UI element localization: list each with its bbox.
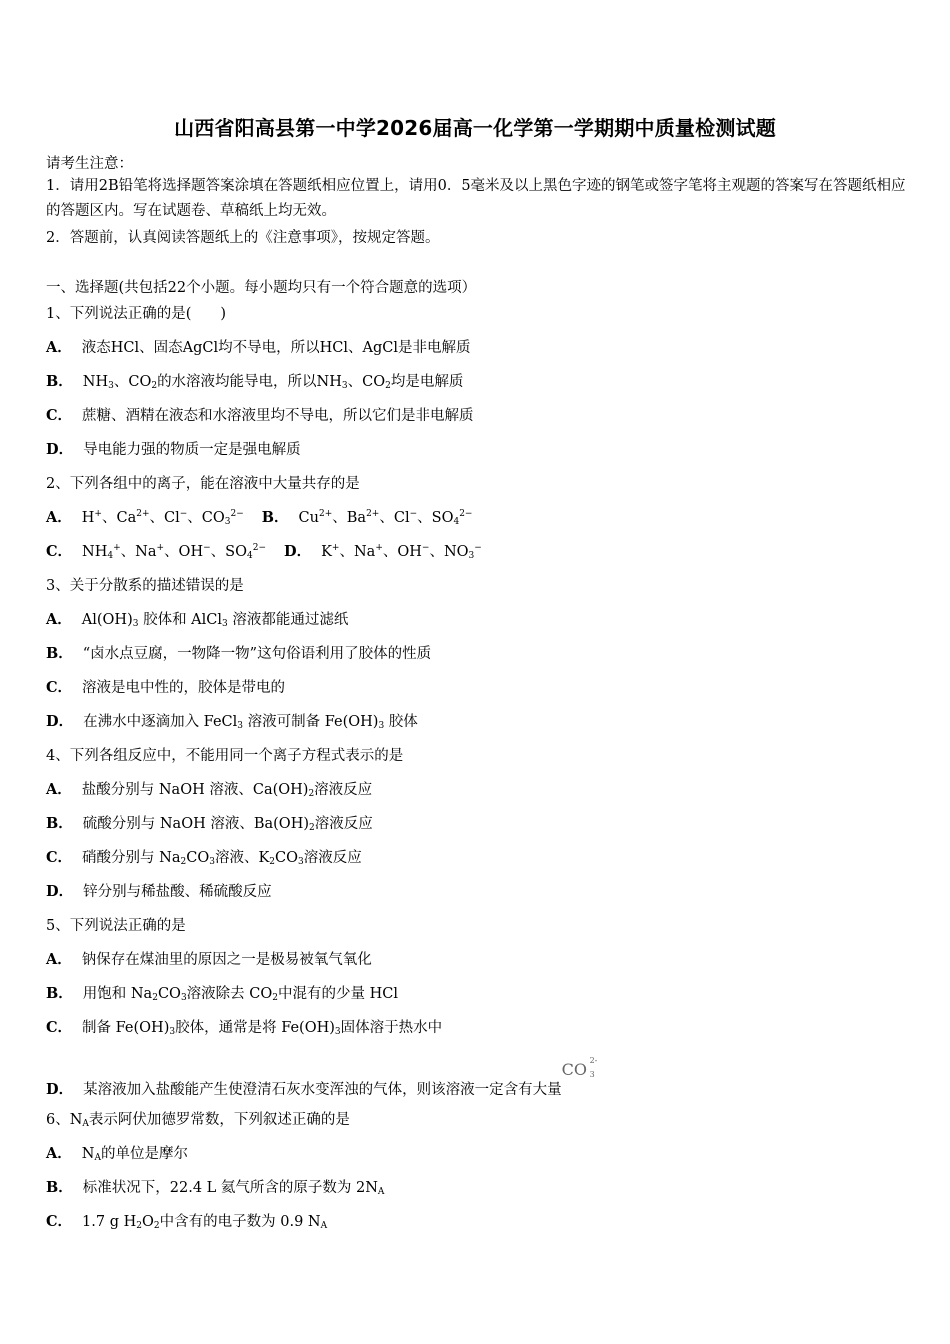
option-text: 液态HCl、固态AgCl均不导电，所以HCl、AgCl是非电解质 xyxy=(81,340,471,356)
notice-item-1: 1．请用2B铅笔将选择题答案涂填在答题纸相应位置上，请用0．5毫米及以上黑色字迹的钢笔或签字笔将主观题的答案写在答题纸相应的答题区内。写在试题卷、草稿纸上均无效。 xyxy=(46,178,906,219)
question-3-option-b: B． “卤水点豆腐，一物降一物”这句俗语利用了胶体的性质 xyxy=(46,645,432,662)
question-4-option-b: B． 硫酸分别与 NaOH 溶液、$Ba(OH)_2$溶液反应 xyxy=(46,815,373,833)
question-6-stem: 6、$N_A$表示阿伏加德罗常数，下列叙述正确的是 xyxy=(46,1112,350,1129)
question-5-option-d: D． 某溶液加入盐酸能产生使澄清石灰水变浑浊的气体，则该溶液一定含有大量 CO 2- 3 xyxy=(46,1060,602,1099)
question-4-option-c: C． 硝酸分别与 $Na_2CO_3$溶液、$K_2CO_3$溶液反应 xyxy=(46,849,362,867)
question-1-stem: 1、下列说法正确的是( ) xyxy=(46,306,227,322)
notice-heading: 请考生注意： xyxy=(46,156,133,172)
question-5-stem: 5、下列说法正确的是 xyxy=(46,918,186,934)
question-3-stem: 3、关于分散系的描述错误的是 xyxy=(46,578,244,594)
question-1-option-d: D． 导电能力强的物质一定是强电解质 xyxy=(46,441,301,458)
question-3-option-d: D． 在沸水中逐滴加入 FeCl$_3$ 溶液可制备 $Fe(OH)_3$ 胶体 xyxy=(46,713,418,731)
question-2-options-cd: C． $NH_4^+$、Na+、OH−、$SO_4^{2-}$ D． K+、Na+、OH−、$NO_3^-$ xyxy=(46,543,482,561)
question-5-option-c: C． 制备 $Fe(OH)_3$胶体，通常是将 $Fe(OH)_3$固体溶于热水中 xyxy=(46,1019,443,1037)
question-1-option-b: B． $NH_3$、$CO_2$的水溶液均能导电，所以$NH_3$、$CO_2$均是电解质 xyxy=(46,373,464,391)
question-2-stem: 2、下列各组中的离子，能在溶液中大量共存的是 xyxy=(46,476,360,492)
section-heading: 一、选择题(共包括22个小题。每小题均只有一个符合题意的选项） xyxy=(46,280,477,296)
question-2-options-ab: A． H+、$Ca^{2+}$、Cl−、$CO_3^{2-}$ B． $Cu^{2+}$、$Ba^{2+}$、Cl−、$SO_4^{2-}$ xyxy=(46,509,473,527)
question-4-option-d: D． 锌分别与稀盐酸、稀硫酸反应 xyxy=(46,883,272,900)
question-3-option-a: A． $Al(OH)_3$ 胶体和 AlCl$_3$ 溶液都能通过滤纸 xyxy=(46,611,349,629)
question-1-option-a: A． 液态HCl、固态AgCl均不导电，所以HCl、AgCl是非电解质 xyxy=(46,339,471,356)
question-5-option-b: B． 用饱和 $Na_2CO_3$溶液除去 $CO_2$中混有的少量 HCl xyxy=(46,985,398,1003)
question-6-option-a: A． $N_A$的单位是摩尔 xyxy=(46,1145,188,1163)
carbonate-ion-formula: CO 2- 3 xyxy=(561,1056,598,1079)
notice-item-2: 2．答题前，认真阅读答题纸上的《注意事项》，按规定答题。 xyxy=(46,230,440,246)
question-5-option-a: A． 钠保存在煤油里的原因之一是极易被氧气氧化 xyxy=(46,951,372,968)
question-4-stem: 4、下列各组反应中，不能用同一个离子方程式表示的是 xyxy=(46,748,404,764)
question-4-option-a: A． 盐酸分别与 NaOH 溶液、$Ca(OH)_2$溶液反应 xyxy=(46,781,373,799)
question-3-option-c: C． 溶液是电中性的，胶体是带电的 xyxy=(46,679,286,696)
question-6-option-b: B． 标准状况下，22.4 L 氦气所含的原子数为 $2N_A$ xyxy=(46,1179,385,1197)
page-title: 山西省阳高县第一中学2026届高一化学第一学期期中质量检测试题 xyxy=(174,116,776,140)
question-6-option-c: C． 1.7 g $H_2O_2$中含有的电子数为 0.9 $N_A$ xyxy=(46,1213,328,1231)
question-1-option-c: C． 蔗糖、酒精在液态和水溶液里均不导电，所以它们是非电解质 xyxy=(46,407,474,424)
